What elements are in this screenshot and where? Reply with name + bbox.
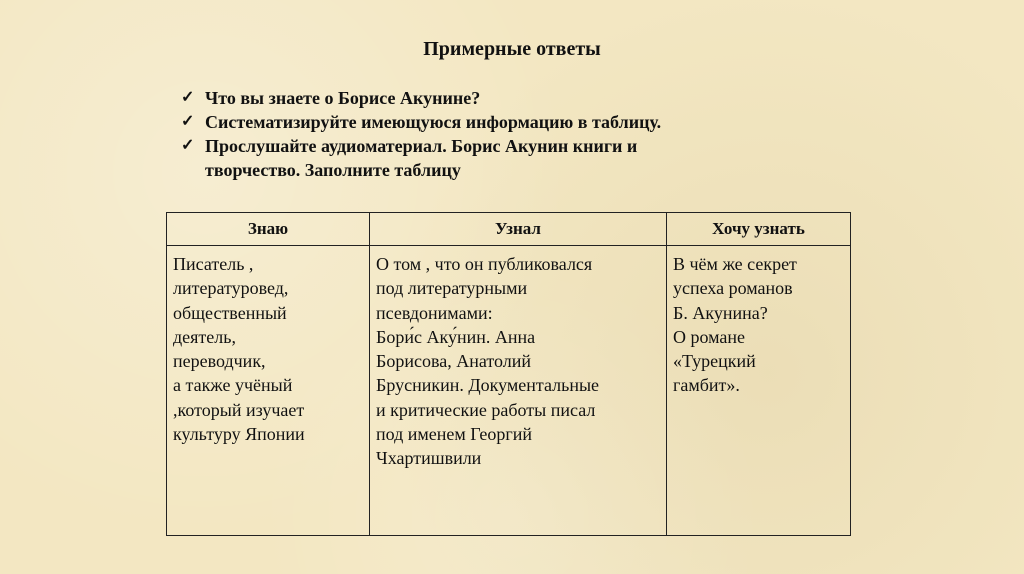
task-text: Систематизируйте имеющуюся информацию в таблицу. <box>205 112 662 132</box>
header-know: Знаю <box>167 213 370 246</box>
cell-learned: О том , что он публиковался под литературными псевдонимами: Бори́с Аку́нин. Анна Борисова, Анатолий Брусникин. Документальные и критические работы писал под именем Георгий Чхартишвили <box>370 246 667 536</box>
header-learned: Узнал <box>370 213 667 246</box>
table-header-row <box>167 213 851 246</box>
task-item <box>181 110 801 134</box>
table-row <box>167 246 851 536</box>
header-want-to-know: Хочу узнать <box>667 213 851 246</box>
kwl-table <box>166 212 851 536</box>
task-text: Что вы знаете о Борисе Акунине? <box>205 88 481 108</box>
task-text: Прослушайте аудиоматериал. Борис Акунин книги и творчество. Заполните таблицу <box>205 136 638 180</box>
task-list <box>181 86 801 182</box>
check-icon: ✓ <box>181 137 195 154</box>
check-icon: ✓ <box>181 89 195 106</box>
slide-title: Примерные ответы <box>423 38 601 60</box>
task-item <box>181 134 801 182</box>
task-item <box>181 86 801 110</box>
check-icon: ✓ <box>181 113 195 130</box>
cell-want-to-know: В чём же секрет успеха романов Б. Акунина? О романе «Турецкий гамбит». <box>667 246 851 536</box>
cell-know: Писатель , литературовед, общественный деятель, переводчик, а также учёный ,который изучает культуру Японии <box>167 246 370 536</box>
